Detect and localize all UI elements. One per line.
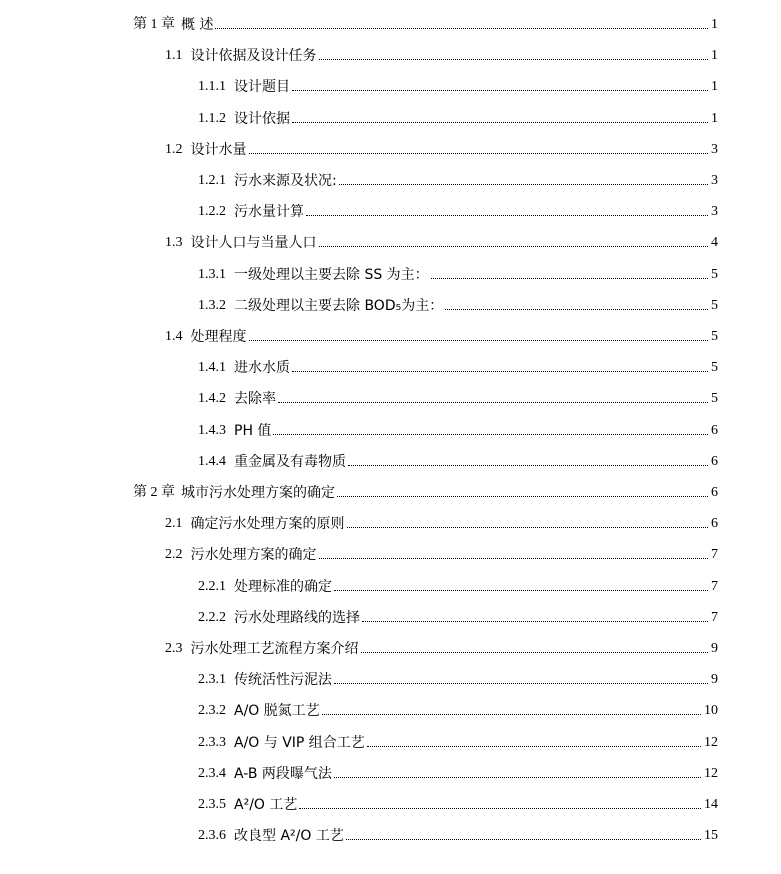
toc-entry-number: 1.3.2	[198, 298, 226, 313]
toc-entry-number: 1.4.1	[198, 360, 226, 375]
toc-entry-number: 2.2	[165, 547, 183, 562]
toc-entry-number: 2.3.6	[198, 828, 226, 843]
toc-entry-number: 1.4.3	[198, 423, 226, 438]
toc-subsection-entry[interactable]	[198, 696, 718, 720]
toc-entry-page-number: 6	[711, 423, 718, 438]
toc-dot-leader	[431, 278, 708, 279]
toc-entry-title: 设计人口与当量人口	[190, 235, 317, 251]
toc-entry-page-number: 3	[711, 173, 718, 188]
toc-entry-page-number: 5	[711, 267, 718, 282]
toc-subsection-entry[interactable]	[198, 759, 718, 783]
toc-entry-page-number: 3	[711, 142, 718, 157]
toc-entry-title: 处理标准的确定	[234, 579, 332, 595]
toc-subsection-entry[interactable]	[198, 728, 718, 752]
toc-entry-number: 1.4.4	[198, 454, 226, 469]
toc-dot-leader	[306, 215, 708, 216]
toc-entry-page-number: 5	[711, 329, 718, 344]
toc-subsection-entry[interactable]	[198, 821, 718, 845]
toc-section-entry[interactable]	[165, 135, 718, 159]
toc-entry-page-number: 5	[711, 391, 718, 406]
toc-section-entry[interactable]	[165, 634, 718, 658]
toc-entry-title: 确定污水处理方案的原则	[190, 516, 345, 532]
toc-entry-page-number: 7	[711, 547, 718, 562]
toc-entry-title: 概 述	[181, 17, 214, 33]
toc-entry-page-number: 15	[704, 828, 718, 843]
toc-entry-title: 城市污水处理方案的确定	[181, 485, 335, 501]
toc-entry-number: 1.3	[165, 235, 183, 250]
toc-dot-leader	[278, 402, 708, 403]
toc-entry-number: 2.2.2	[198, 610, 226, 625]
toc-entry-number: 1.2.1	[198, 173, 226, 188]
toc-dot-leader	[292, 371, 708, 372]
toc-subsection-entry[interactable]	[198, 104, 718, 128]
toc-dot-leader	[319, 246, 709, 247]
toc-entry-title: 污水量计算	[234, 204, 304, 220]
toc-entry-number: 1.1	[165, 48, 183, 63]
toc-dot-leader	[347, 527, 709, 528]
toc-entry-page-number: 1	[711, 17, 718, 32]
toc-subsection-entry[interactable]	[198, 384, 718, 408]
toc-chapter-entry[interactable]	[133, 478, 718, 502]
toc-entry-page-number: 4	[711, 235, 718, 250]
toc-dot-leader	[348, 465, 708, 466]
toc-entry-page-number: 5	[711, 360, 718, 375]
toc-entry-number: 2.1	[165, 516, 183, 531]
toc-entry-title: 污水处理方案的确定	[190, 547, 317, 563]
toc-entry-number: 1.4	[165, 329, 183, 344]
toc-entry-title: 污水处理工艺流程方案介绍	[190, 641, 359, 657]
toc-entry-page-number: 14	[704, 797, 718, 812]
toc-subsection-entry[interactable]	[198, 603, 718, 627]
toc-entry-title: 处理程度	[190, 329, 247, 345]
toc-dot-leader	[215, 28, 708, 29]
toc-entry-title: A/O 与 VIP 组合工艺	[234, 735, 365, 751]
toc-entry-page-number: 7	[711, 610, 718, 625]
toc-entry-number: 1.3.1	[198, 267, 226, 282]
toc-entry-title: 设计水量	[190, 142, 247, 158]
toc-section-entry[interactable]	[165, 41, 718, 65]
toc-entry-title: 重金属及有毒物质	[234, 454, 346, 470]
toc-dot-leader	[322, 714, 701, 715]
toc-dot-leader	[334, 590, 708, 591]
toc-dot-leader	[337, 496, 708, 497]
toc-entry-page-number: 10	[704, 703, 718, 718]
toc-entry-page-number: 3	[711, 204, 718, 219]
toc-dot-leader	[346, 839, 701, 840]
toc-entry-page-number: 6	[711, 516, 718, 531]
toc-subsection-entry[interactable]	[198, 790, 718, 814]
toc-entry-number: 2.3.2	[198, 703, 226, 718]
toc-subsection-entry[interactable]	[198, 416, 718, 440]
toc-entry-page-number: 7	[711, 579, 718, 594]
toc-dot-leader	[319, 558, 709, 559]
toc-entry-title: 二级处理以主要去除 BOD₅为主：	[234, 298, 444, 314]
toc-dot-leader	[319, 59, 709, 60]
toc-entry-number: 2.2.1	[198, 579, 226, 594]
toc-entry-number: 1.1.2	[198, 111, 226, 126]
toc-entry-title: A/O 脱氮工艺	[234, 703, 320, 719]
toc-entry-title: 改良型 A²/O 工艺	[234, 828, 344, 844]
toc-subsection-entry[interactable]	[198, 665, 718, 689]
toc-subsection-entry[interactable]	[198, 260, 718, 284]
toc-subsection-entry[interactable]	[198, 197, 718, 221]
toc-dot-leader	[339, 184, 708, 185]
toc-entry-number: 2.3.1	[198, 672, 226, 687]
toc-dot-leader	[362, 621, 708, 622]
toc-entry-title: 设计依据	[234, 111, 290, 127]
toc-entry-page-number: 1	[711, 111, 718, 126]
toc-entry-title: 污水处理路线的选择	[234, 610, 360, 626]
toc-entry-number: 1.1.1	[198, 79, 226, 94]
toc-entry-title: 一级处理以主要去除 SS 为主：	[234, 267, 429, 283]
toc-entry-number: 第 1 章	[133, 17, 175, 32]
toc-subsection-entry[interactable]	[198, 72, 718, 96]
toc-dot-leader	[334, 777, 701, 778]
toc-entry-page-number: 9	[711, 641, 718, 656]
toc-subsection-entry[interactable]	[198, 572, 718, 596]
toc-entry-page-number: 9	[711, 672, 718, 687]
toc-dot-leader	[367, 746, 701, 747]
toc-entry-number: 1.4.2	[198, 391, 226, 406]
toc-entry-page-number: 6	[711, 454, 718, 469]
toc-entry-page-number: 6	[711, 485, 718, 500]
toc-entry-title: A²/O 工艺	[234, 797, 298, 813]
toc-dot-leader	[273, 434, 708, 435]
toc-dot-leader	[249, 340, 709, 341]
toc-subsection-entry[interactable]	[198, 353, 718, 377]
toc-entry-number: 1.2	[165, 142, 183, 157]
toc-chapter-entry[interactable]	[133, 10, 718, 34]
toc-entry-title: 污水来源及状况:	[234, 173, 337, 189]
toc-entry-number: 2.3.5	[198, 797, 226, 812]
toc-subsection-entry[interactable]	[198, 447, 718, 471]
toc-entry-title: PH 值	[234, 423, 272, 439]
toc-entry-number: 2.3	[165, 641, 183, 656]
toc-section-entry[interactable]	[165, 322, 718, 346]
toc-entry-title: 设计依据及设计任务	[190, 48, 317, 64]
toc-subsection-entry[interactable]	[198, 291, 718, 315]
toc-dot-leader	[334, 683, 708, 684]
toc-entry-page-number: 1	[711, 79, 718, 94]
toc-section-entry[interactable]	[165, 228, 718, 252]
toc-entry-number: 2.3.4	[198, 766, 226, 781]
toc-dot-leader	[292, 122, 708, 123]
toc-entry-page-number: 5	[711, 298, 718, 313]
toc-entry-page-number: 12	[704, 735, 718, 750]
toc-entry-page-number: 12	[704, 766, 718, 781]
toc-dot-leader	[292, 90, 708, 91]
toc-entry-title: A-B 两段曝气法	[234, 766, 332, 782]
toc-dot-leader	[299, 808, 701, 809]
toc-subsection-entry[interactable]	[198, 166, 718, 190]
toc-entry-title: 设计题目	[234, 79, 290, 95]
toc-dot-leader	[249, 153, 709, 154]
toc-dot-leader	[445, 309, 708, 310]
toc-entry-title: 传统活性污泥法	[234, 672, 332, 688]
toc-entry-number: 1.2.2	[198, 204, 226, 219]
toc-entry-page-number: 1	[711, 48, 718, 63]
toc-section-entry[interactable]	[165, 509, 718, 533]
toc-entry-title: 去除率	[234, 391, 276, 407]
toc-entry-number: 2.3.3	[198, 735, 226, 750]
toc-entry-title: 进水水质	[234, 360, 290, 376]
toc-section-entry[interactable]	[165, 540, 718, 564]
toc-dot-leader	[361, 652, 709, 653]
toc-entry-number: 第 2 章	[133, 485, 175, 500]
